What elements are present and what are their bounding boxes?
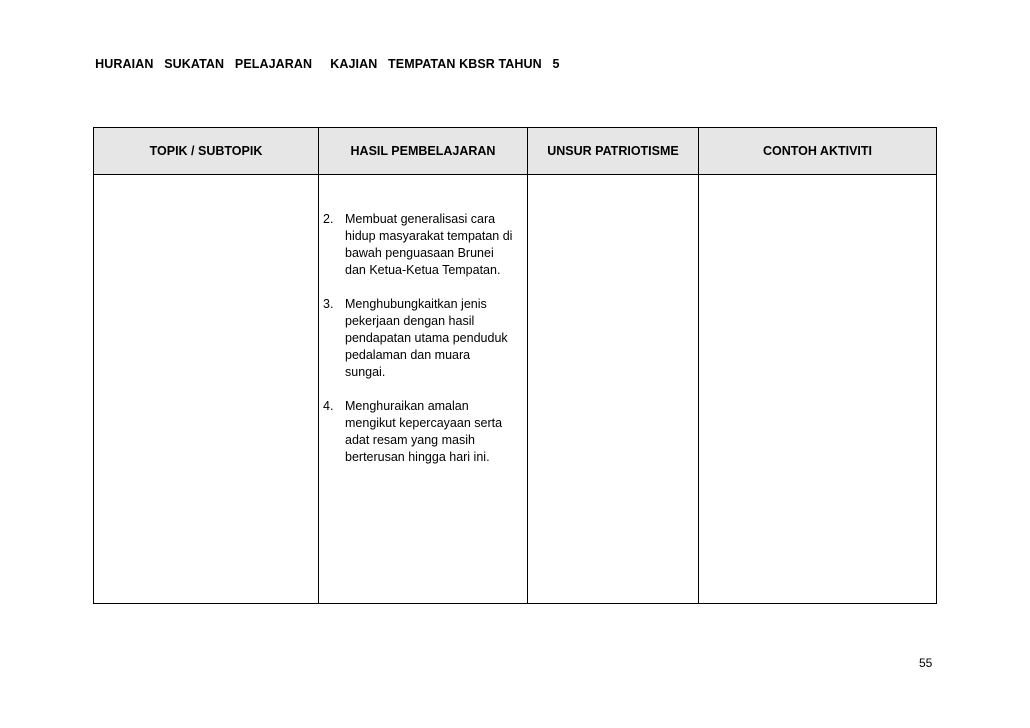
list-item (323, 398, 527, 466)
list-item-number: 4. (323, 399, 334, 413)
list-item-number: 3. (323, 297, 334, 311)
cell-hasil-pembelajaran (319, 175, 528, 604)
list-item (323, 211, 527, 279)
page-header (88, 43, 560, 71)
header-title: HURAIAN SUKATAN PELAJARAN (95, 57, 313, 71)
list-item-number: 2. (323, 212, 334, 226)
column-header-contoh-aktiviti: CONTOH AKTIVITI (699, 128, 937, 175)
header-subject: KAJIAN TEMPATAN KBSR TAHUN 5 (330, 57, 560, 71)
column-header-topik: TOPIK / SUBTOPIK (94, 128, 319, 175)
column-header-unsur-patriotisme: UNSUR PATRIOTISME (528, 128, 699, 175)
learning-outcome-list (319, 175, 527, 466)
cell-contoh-aktiviti (699, 175, 937, 604)
list-item (323, 296, 527, 381)
table-header-row (94, 128, 937, 175)
list-item-text: Menghubungkaitkan jenis pekerjaan dengan hasil pendapatan utama penduduk pedalaman dan muara sungai. (345, 297, 508, 379)
syllabus-table (93, 127, 937, 604)
page-number: 55 (919, 656, 933, 670)
cell-unsur-patriotisme (528, 175, 699, 604)
column-header-hasil-pembelajaran: HASIL PEMBELAJARAN (319, 128, 528, 175)
table-row (94, 175, 937, 604)
list-item-text: Membuat generalisasi cara hidup masyarakat tempatan di bawah penguasaan Brunei dan Ketua-Ketua Tempatan. (345, 212, 513, 277)
list-item-text: Menghuraikan amalan mengikut kepercayaan serta adat resam yang masih berterusan hingga hari ini. (345, 399, 503, 464)
cell-topik (94, 175, 319, 604)
